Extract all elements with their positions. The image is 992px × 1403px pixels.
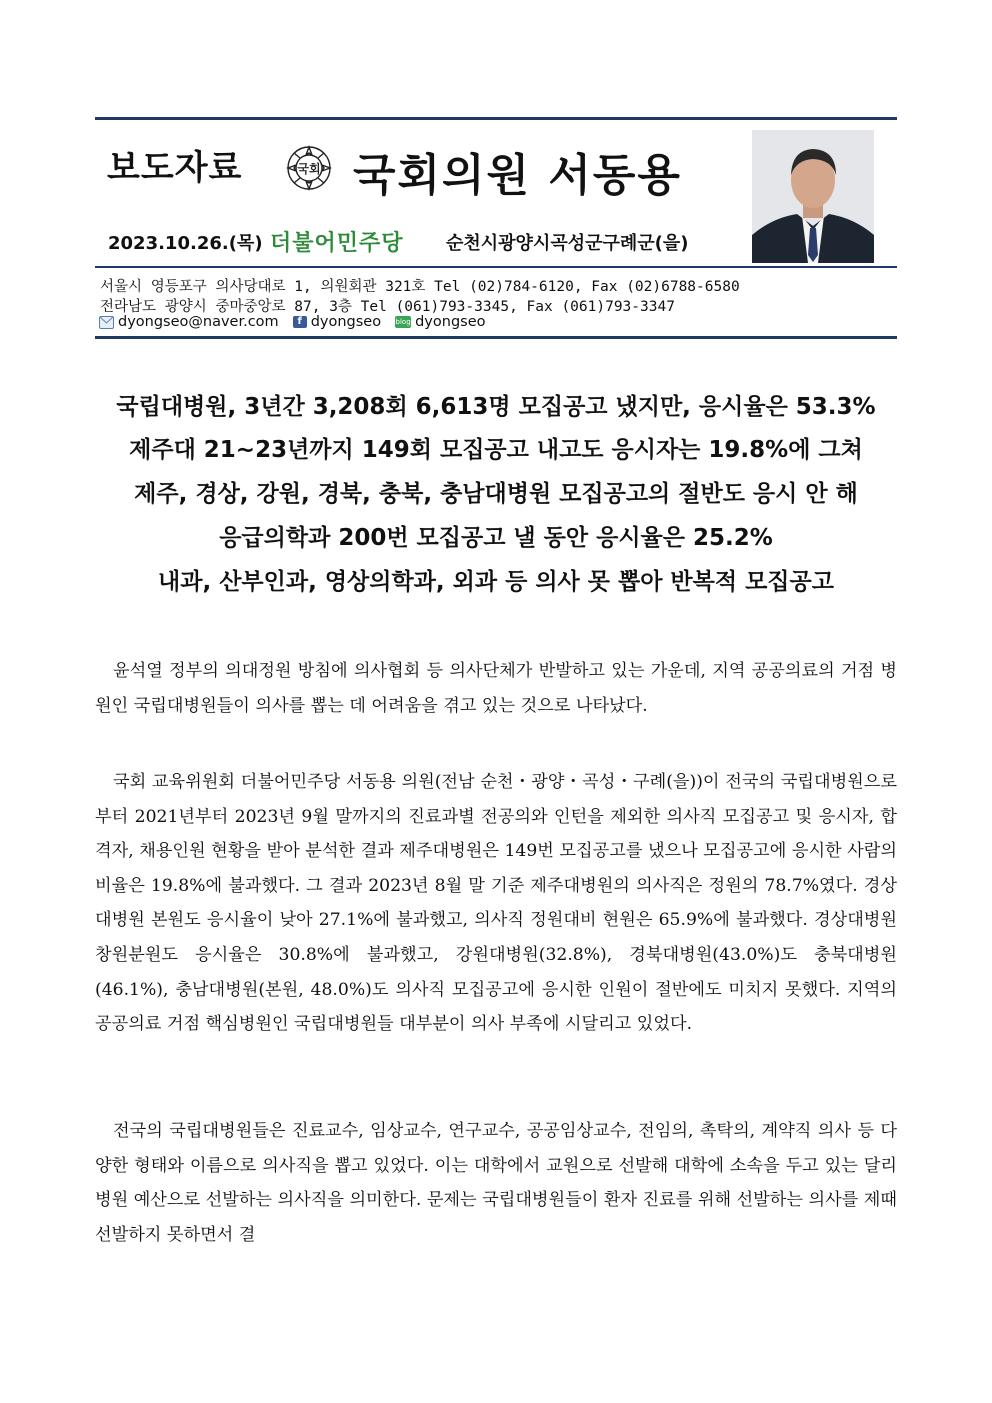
headline-1: 국립대병원, 3년간 3,208회 6,613명 모집공고 냈지만, 응시율은 53.3% (116, 394, 876, 420)
national-assembly-seal-icon (285, 144, 333, 192)
address-seoul: 서울시 영등포구 의사당대로 1, 의원회관 321호 Tel (02)784-6120, Fax (02)6788-6580 (100, 279, 740, 295)
mail-icon (99, 316, 114, 329)
header-top-rule (95, 117, 897, 120)
facebook-link[interactable]: dyongseo (310, 314, 382, 330)
header-middle-rule (95, 266, 897, 268)
press-release-label: 보도자료 (107, 148, 243, 188)
headline-2: 제주대 21~23년까지 149회 모집공고 내고도 응시자는 19.8%에 그쳐 (129, 437, 863, 463)
portrait-photo (752, 130, 874, 263)
body-paragraph-3: 전국의 국립대병원들은 진료교수, 임상교수, 연구교수, 공공임상교수, 전임의, 촉탁의, 계약직 의사 등 다양한 형태와 이름으로 의사직을 뽑고 있었다. 이는 대학에서 교원으로 선발해 대학에 소속을 두고 있는 달리 병원 예산으로 선발하는 의사직을 의미한다. 문제는 국립대병원들이 환자 진료를 위해 선발하는 의사를 제때 선발하지 못하면서 결 (95, 1121, 897, 1245)
headline-4: 응급의학과 200번 모집공고 낼 동안 응시율은 25.2% (219, 525, 773, 551)
header-bottom-rule (95, 336, 897, 339)
facebook-icon: f (293, 316, 307, 328)
headline-3: 제주, 경상, 강원, 경북, 충북, 충남대병원 모집공고의 절반도 응시 안 해 (134, 481, 858, 507)
party-name: 더불어민주당 (270, 231, 404, 256)
body-paragraph-1: 윤석열 정부의 의대정원 방침에 의사협회 등 의사단체가 반발하고 있는 가운데, 지역 공공의료의 거점 병원인 국립대병원들이 의사를 뽑는 데 어려움을 겪고 있는 것으로 나타났다. (95, 661, 897, 716)
blog-link[interactable]: dyongseo (415, 314, 486, 330)
body-paragraph-2: 국회 교육위원회 더불어민주당 서동용 의원(전남 순천・광양・곡성・구례(을))이 전국의 국립대병원으로부터 2021년부터 2023년 9월 말까지의 진료과별 전공의와 인턴을 제외한 의사직 모집공고 및 응시자, 합격자, 채용인원 현황을 받아 분석한 결과 제주대병원은 149번 모집공고를 냈으나 모집공고에 응시한 사람의 비율은 19.8%에 불과했다. 그 결과 2023년 8월 말 기준 제주대병원의 의사직은 정원의 78.7%였다. 경상대병원 본원도 응시율이 낮아 27.1%에 불과했고, 의사직 정원대비 현원은 65.9%에 불과했다. 경상대병원 창원분원도 응시율은 30.8%에 불과했고, 강원대병원(32.8%), 경북대병원(43.0%)도 충북대병원(46.1%), 충남대병원(본원, 48.0%)도 의사직 모집공고에 응시한 인원이 절반에도 미치지 못했다. 지역의 공공의료 거점 핵심병원인 국립대병원들 대부분이 의사 부족에 시달리고 있었다. (95, 772, 897, 1035)
blog-icon: blog (395, 318, 411, 326)
email-link[interactable]: dyongseo@naver.com (118, 314, 279, 330)
page-title: 국회의원 서동용 (353, 150, 682, 201)
social-links (99, 314, 486, 330)
headline-5: 내과, 산부인과, 영상의학과, 외과 등 의사 못 뽑아 반복적 모집공고 (158, 569, 834, 595)
address-gwangyang: 전라남도 광양시 중마중앙로 87, 3층 Tel (061)793-3345, Fax (061)793-3347 (100, 299, 675, 315)
district-name: 순천시광양시곡성군구례군(을) (446, 233, 689, 254)
release-date: 2023.10.26.(목) (108, 233, 263, 254)
seal-text: 국회 (297, 162, 321, 176)
